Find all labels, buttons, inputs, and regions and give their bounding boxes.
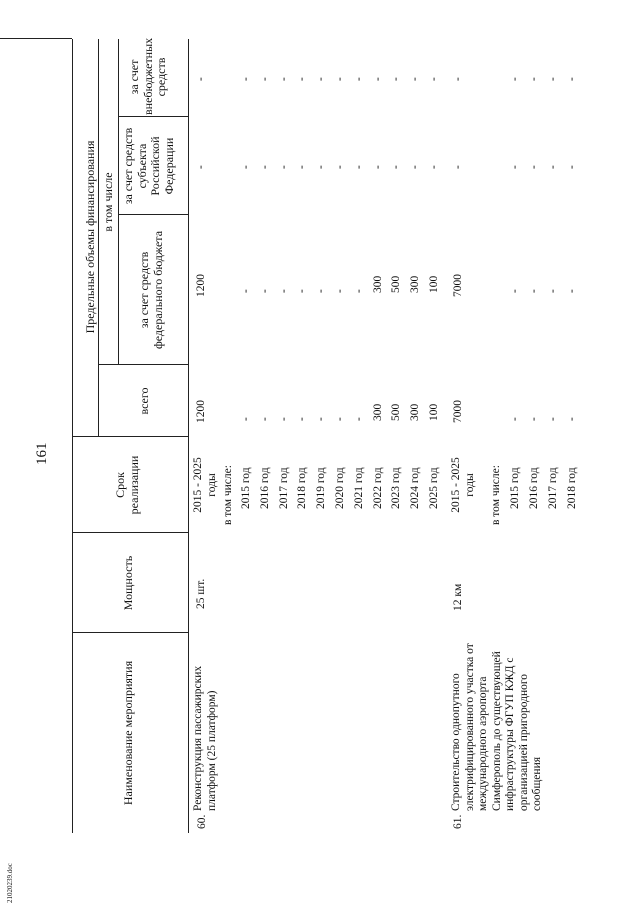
row-61-extra: - [452, 77, 464, 81]
year-row-extra: - [296, 77, 309, 81]
year-row-federal: 100 [428, 275, 440, 293]
year-row-extra: - [315, 77, 328, 81]
year-row-total: - [240, 417, 252, 421]
year-row-subject: - [258, 165, 271, 169]
year-row-extra: - [277, 77, 290, 81]
header-extrabudget: за счет внебюджетных средств [127, 37, 168, 115]
year-row-federal: - [509, 289, 521, 293]
year-row-year: 2016 год [528, 467, 540, 509]
year-row-extra: - [258, 77, 271, 81]
year-row-year: 2017 год [277, 467, 290, 509]
year-row-extra: - [509, 77, 521, 81]
year-row-total: - [566, 417, 578, 421]
header-limits: Предельные объемы финансирования [83, 140, 97, 334]
header-including: в том числе [101, 172, 115, 232]
year-row-subject: - [315, 165, 328, 169]
year-row-year: 2017 год [547, 467, 559, 509]
row-61-total: 7000 [452, 400, 464, 423]
row-60-term: 2015 - 2025 годы [192, 457, 218, 513]
row-60-federal: 1200 [195, 274, 207, 297]
year-row-total: 300 [409, 403, 422, 421]
year-row-federal: - [315, 289, 328, 293]
including-divider [118, 39, 119, 365]
header-capacity: Мощность [121, 555, 135, 611]
header-bottom-line [188, 39, 189, 833]
year-row-subject: - [566, 165, 578, 169]
year-row-federal: - [296, 289, 309, 293]
year-row-total: - [277, 417, 290, 421]
col-line-term [72, 436, 188, 437]
row-61-federal: 7000 [452, 274, 464, 297]
year-row-extra: - [334, 77, 346, 81]
year-row-year: 2022 год [371, 467, 384, 509]
year-row-total: 300 [371, 403, 384, 421]
year-row-extra: - [428, 77, 440, 81]
row-61-term: 2015 - 2025 годы [450, 457, 476, 513]
page-number: 161 [34, 442, 50, 465]
year-row-extra: - [547, 77, 559, 81]
year-row-year: 2024 год [409, 467, 422, 509]
header-federal: за счет средств федерального бюджета [137, 230, 165, 350]
year-row-subject: - [371, 165, 384, 169]
header-subject: за счет средств субъекта Российской Федерации [121, 127, 176, 205]
table-border-left [0, 38, 72, 39]
year-row-total: - [509, 417, 521, 421]
year-row-total: - [296, 417, 309, 421]
year-row-subject: - [334, 165, 346, 169]
year-row-total: - [258, 417, 271, 421]
year-row-subject: - [547, 165, 559, 169]
col-line-subject [118, 116, 188, 117]
year-row-year: 2015 год [509, 467, 521, 509]
year-row-year: 2025 год [428, 467, 440, 509]
row-60-sub-label: в том числе: [222, 465, 234, 525]
year-row-total: - [334, 417, 346, 421]
limits-divider [98, 39, 99, 437]
year-row-federal: - [528, 289, 540, 293]
year-row-federal: - [277, 289, 290, 293]
row-60-capacity: 25 шт. [195, 578, 207, 609]
year-row-federal: - [258, 289, 271, 293]
year-row-federal: - [547, 289, 559, 293]
col-line-federal [118, 214, 188, 215]
year-row-federal: - [334, 289, 346, 293]
header-term: Срок реализации [113, 455, 141, 515]
year-row-extra: - [352, 77, 365, 81]
year-row-total: 500 [390, 403, 403, 421]
year-row-subject: - [509, 165, 521, 169]
row-60-subject: - [195, 165, 207, 169]
year-row-subject: - [409, 165, 422, 169]
row-61-subject: - [452, 165, 464, 169]
header-total: всего [137, 387, 151, 415]
year-row-extra: - [371, 77, 384, 81]
year-row-year: 2021 год [352, 467, 365, 509]
year-row-extra: - [390, 77, 403, 81]
year-row-federal: 300 [409, 275, 422, 293]
row-61-capacity: 12 км [452, 583, 464, 611]
year-row-year: 2015 год [240, 467, 252, 509]
row-60-extra: - [195, 77, 207, 81]
year-row-extra: - [409, 77, 422, 81]
row-61-number: 61. [452, 814, 464, 829]
year-row-total: - [547, 417, 559, 421]
year-row-year: 2023 год [390, 467, 403, 509]
year-row-year: 2016 год [258, 467, 271, 509]
row-60-name: Реконструкция пассажирских платформ (25 платформ) [192, 665, 218, 811]
year-row-federal: 500 [390, 275, 403, 293]
year-row-year: 2018 год [566, 467, 578, 509]
year-row-extra: - [240, 77, 252, 81]
year-row-federal: - [240, 289, 252, 293]
year-row-federal: - [566, 289, 578, 293]
doc-footer: 21020239.doc [6, 863, 14, 903]
year-row-total: 100 [428, 403, 440, 421]
year-row-subject: - [528, 165, 540, 169]
year-row-subject: - [390, 165, 403, 169]
year-row-subject: - [240, 165, 252, 169]
year-row-federal: 300 [371, 275, 384, 293]
year-row-year: 2018 год [296, 467, 309, 509]
year-row-total: - [528, 417, 540, 421]
year-row-subject: - [428, 165, 440, 169]
year-row-federal: - [352, 289, 365, 293]
row-60-number: 60. [196, 814, 208, 829]
row-61-name: Строительство однопутного электрифицированного участка от международного аэропорта Симферополь до существующей инфраструктуры ФГУП КЖД с организацией пригородного сообщения [450, 643, 543, 811]
header-name: Наименование мероприятия [121, 660, 135, 806]
year-row-subject: - [277, 165, 290, 169]
row-60-total: 1200 [195, 400, 207, 423]
year-row-year: 2019 год [315, 467, 328, 509]
year-row-subject: - [352, 165, 365, 169]
year-row-year: 2020 год [334, 467, 346, 509]
year-row-extra: - [528, 77, 540, 81]
year-row-total: - [315, 417, 328, 421]
year-row-extra: - [566, 77, 578, 81]
year-row-total: - [352, 417, 365, 421]
year-row-subject: - [296, 165, 309, 169]
row-61-sub-label: в том числе: [490, 465, 502, 525]
